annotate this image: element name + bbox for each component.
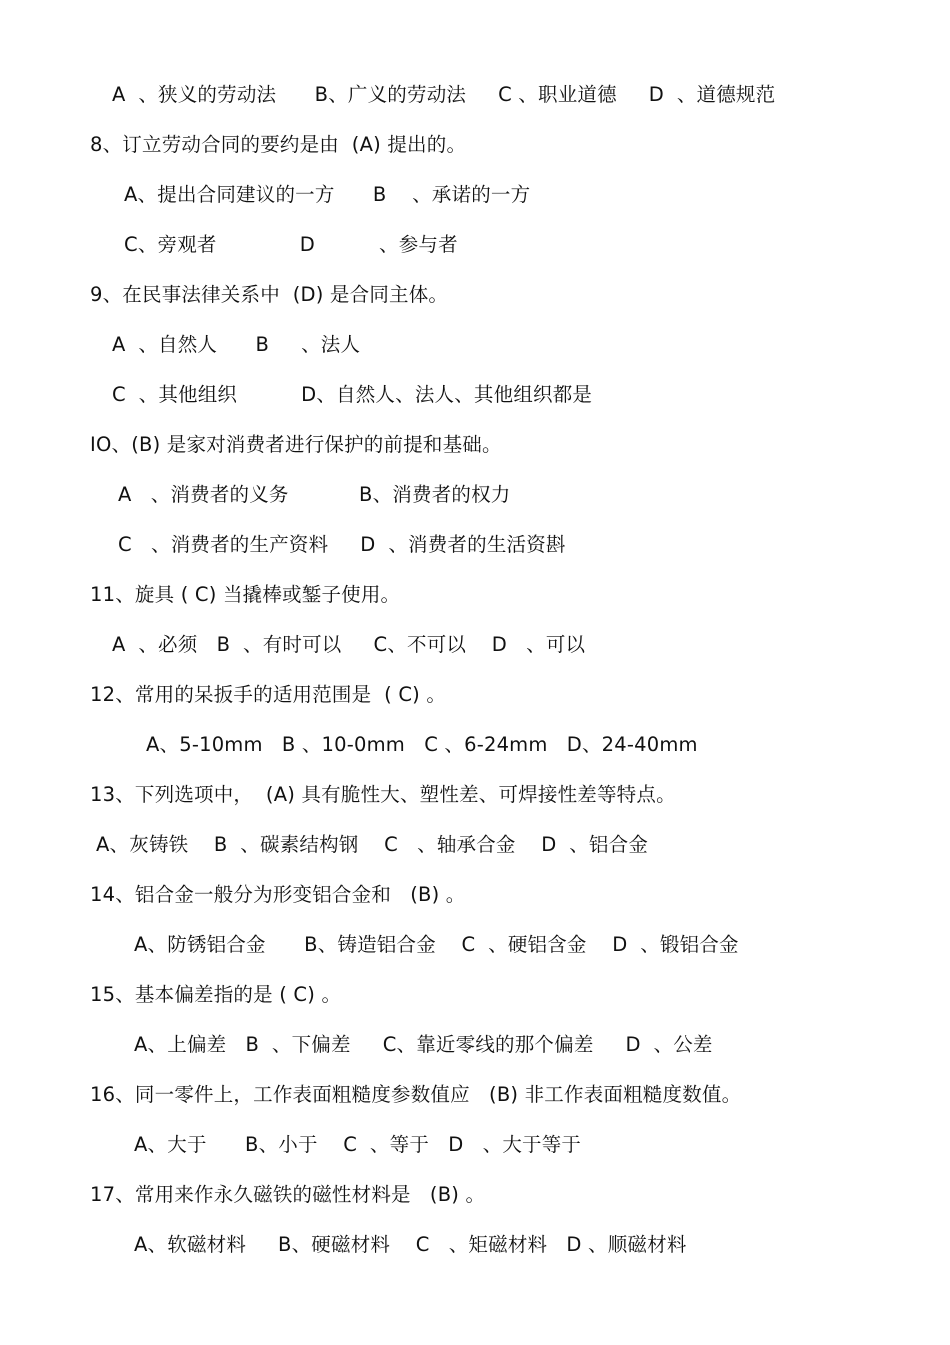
- q12-question: 12、常用的呆扳手的适用范围是 ( C) 。: [90, 683, 447, 706]
- q11-question: 11、旋具 ( C) 当撬棒或錾子使用。: [90, 583, 401, 606]
- q7-options: A 、狭义的劳动法 B、广义的劳动法 C 、职业道德 D 、道德规范: [112, 83, 776, 106]
- q9-options-row1: A 、自然人 B 、法人: [112, 333, 361, 356]
- q15-question: 15、基本偏差指的是 ( C) 。: [90, 983, 342, 1006]
- q13-question: 13、下列选项中， (A) 具有脆性大、塑性差、可焊接性差等特点。: [90, 783, 676, 806]
- q12-options: A、5-10mm B 、10-0mm C 、6-24mm D、24-40mm: [146, 733, 698, 756]
- q10-options-row2: C 、消费者的生产资料 D 、消费者的生活资斟: [118, 533, 566, 556]
- q16-question: 16、同一零件上，工作表面粗糙度参数值应 (B) 非工作表面粗糙度数值。: [90, 1083, 742, 1106]
- q8-options-row1: A、提出合同建议的一方 B 、承诺的一方: [124, 183, 531, 206]
- q11-options: A 、必须 B 、有时可以 C、不可以 D 、可以: [112, 633, 586, 656]
- q14-question: 14、铝合金一般分为形变铝合金和 (B) 。: [90, 883, 466, 906]
- q17-question: 17、常用来作永久磁铁的磁性材料是 (B) 。: [90, 1183, 486, 1206]
- q14-options: A、防锈铝合金 B、铸造铝合金 C 、硬铝含金 D 、锻铝合金: [134, 933, 739, 956]
- q8-options-row2: C、旁观者 D 、参与者: [124, 233, 458, 256]
- q9-options-row2: C 、其他组织 D、自然人、法人、其他组织都是: [112, 383, 593, 406]
- q17-options: A、软磁材料 B、硬磁材料 C 、矩磁材料 D 、顺磁材料: [134, 1233, 687, 1256]
- q9-question: 9、在民事法律关系中 (D) 是合同主体。: [90, 283, 449, 306]
- q16-options: A、大于 B、小于 C 、等于 D 、大于等于: [134, 1133, 582, 1156]
- q15-options: A、上偏差 B 、下偏差 C、靠近零线的那个偏差 D 、公差: [134, 1033, 713, 1056]
- q10-question: IO、(B) 是家对消费者进行保护的前提和基础。: [90, 433, 502, 456]
- q13-options: A、灰铸铁 B 、碳素结构钢 C 、轴承合金 D 、铝合金: [96, 833, 649, 856]
- q10-options-row1: A 、消费者的义务 B、消费者的权力: [118, 483, 511, 506]
- q8-question: 8、订立劳动合同的要约是由 (A) 提出的。: [90, 133, 467, 156]
